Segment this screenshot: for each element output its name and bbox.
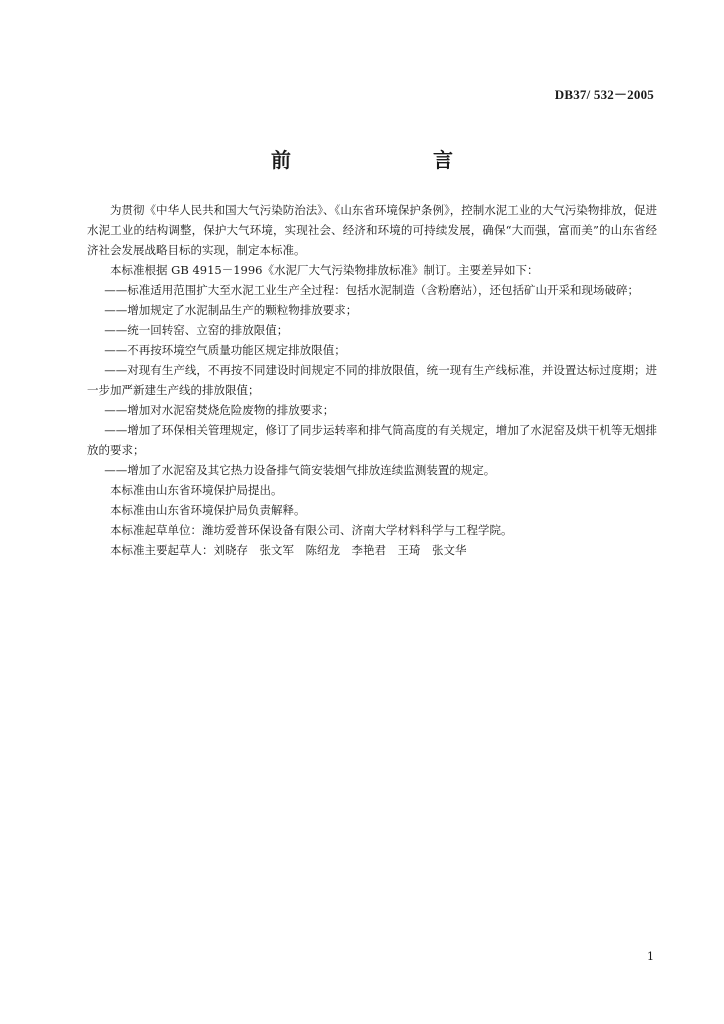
difference-item: ——对现有生产线，不再按不同建设时间规定不同的排放限值，统一现有生产线标准，并设置达标过度期；进一步加严新建生产线的排放限值；	[87, 363, 657, 397]
paragraph-interpreter: 本标准由山东省环境保护局负责解释。	[110, 503, 306, 517]
document-code: DB37/ 532－2005	[554, 87, 654, 102]
paragraph-proposer: 本标准由山东省环境保护局提出。	[110, 483, 283, 497]
difference-item: ——统一回转窑、立窑的排放限值；	[104, 323, 289, 337]
paragraph-basis: 本标准根据 GB 4915－1996《水泥厂大气污染物排放标准》制订。主要差异如下：	[110, 263, 539, 277]
foreword-body	[87, 200, 657, 560]
difference-item: ——增加了环保相关管理规定，修订了同步运转率和排气筒高度的有关规定，增加了水泥窑及烘干机等无烟排放的要求；	[87, 423, 657, 457]
difference-item: ——增加规定了水泥制品生产的颗粒物排放要求；	[104, 303, 358, 317]
paragraph-intro: 为贯彻《中华人民共和国大气污染防治法》、《山东省环境保护条例》，控制水泥工业的大气污染物排放，促进水泥工业的结构调整，保护大气环境，实现社会、经济和环境的可持续发展，确保“大而强，富而美”的山东省经济社会发展战略目标的实现，制定本标准。	[87, 203, 657, 257]
page-number: 1	[647, 950, 654, 963]
difference-item: ——增加了水泥窑及其它热力设备排气筒安装烟气排放连续监测装置的规定。	[104, 463, 496, 477]
paragraph-drafting-units: 本标准起草单位：潍坊爱普环保设备有限公司、济南大学材料科学与工程学院。	[110, 523, 513, 537]
difference-item: ——增加对水泥窑焚烧危险废物的排放要求；	[104, 403, 335, 417]
difference-item: ——标准适用范围扩大至水泥工业生产全过程：包括水泥制造（含粉磨站），还包括矿山开采和现场破碎；	[104, 283, 639, 297]
page-title: 前 言	[271, 148, 487, 172]
difference-item: ——不再按环境空气质量功能区规定排放限值；	[104, 343, 346, 357]
paragraph-drafters: 本标准主要起草人：刘晓存 张文军 陈绍龙 李艳君 王琦 张文华	[110, 543, 467, 557]
